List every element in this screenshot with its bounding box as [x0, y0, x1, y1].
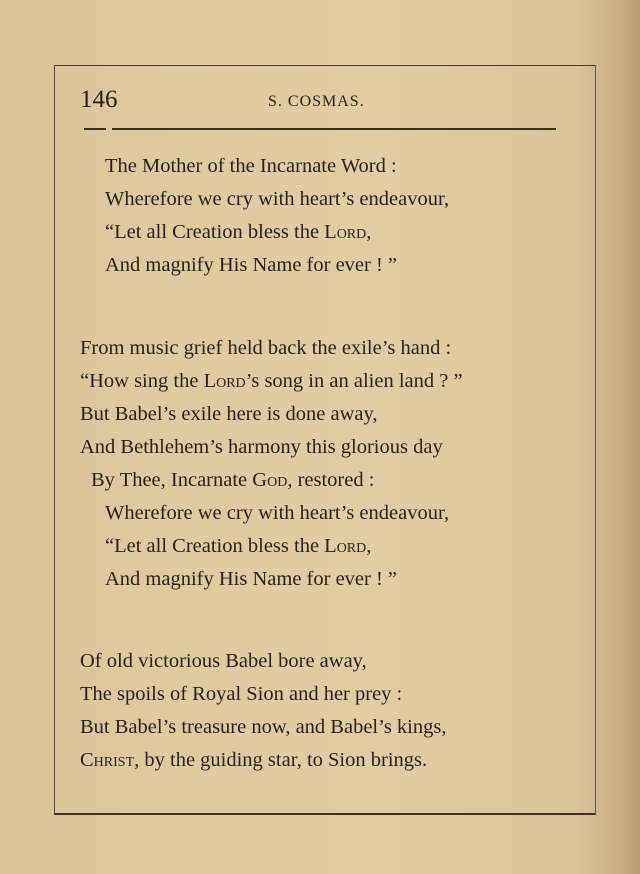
line-text: But Babel’s exile here is done away, [80, 403, 378, 425]
line-text: , restored : [287, 469, 375, 491]
running-title: S. COSMAS. [268, 93, 365, 110]
header-rule-gap [106, 126, 112, 131]
poem-line [80, 682, 402, 706]
line-text: And Bethlehem’s harmony this glorious day [80, 436, 443, 458]
line-text: ’s song in an alien land ? ” [245, 370, 463, 392]
line-text: “Let all Creation bless the [105, 221, 325, 243]
line-text: “Let all Creation bless the [105, 535, 325, 557]
line-text: And magnify His Name for ever ! ” [105, 254, 398, 276]
poem-line [105, 154, 397, 178]
poem-line [105, 534, 371, 558]
line-text: , [366, 221, 372, 243]
poem-line [80, 336, 451, 360]
line-text: Of old victorious Babel bore away, [80, 650, 367, 672]
poem-line [91, 468, 374, 492]
line-text: And magnify His Name for ever ! ” [105, 568, 398, 590]
header-rule [84, 128, 556, 130]
poem-line [80, 649, 367, 673]
line-text: But Babel’s treasure now, and Babel’s kings, [80, 716, 447, 738]
line-text: , [366, 535, 372, 557]
small-caps-word: Lord [324, 535, 367, 557]
line-text: By Thee, Incarnate [91, 469, 253, 491]
poem-line [105, 187, 449, 211]
small-caps-word: Christ [80, 749, 135, 771]
line-text: “How sing the [80, 370, 204, 392]
line-text: The spoils of Royal Sion and her prey : [80, 683, 403, 705]
line-text: Wherefore we cry with heart’s endeavour, [105, 188, 450, 210]
poem-line [80, 369, 463, 393]
poem-line [80, 402, 378, 426]
small-caps-word: Lord [203, 370, 246, 392]
poem-line [80, 435, 443, 459]
poem-line [105, 220, 371, 244]
line-text: From music grief held back the exile’s hand : [80, 337, 452, 359]
small-caps-word: God [252, 469, 288, 491]
page-number: 146 [80, 86, 118, 113]
poem-line [80, 748, 427, 772]
line-text: The Mother of the Incarnate Word : [105, 155, 397, 177]
small-caps-word: Lord [324, 221, 367, 243]
poem-line [105, 567, 397, 591]
poem-line [105, 253, 397, 277]
poem-line [105, 501, 449, 525]
poem-line [80, 715, 446, 739]
line-text: Wherefore we cry with heart’s endeavour, [105, 502, 450, 524]
line-text: , by the guiding star, to Sion brings. [134, 749, 428, 771]
